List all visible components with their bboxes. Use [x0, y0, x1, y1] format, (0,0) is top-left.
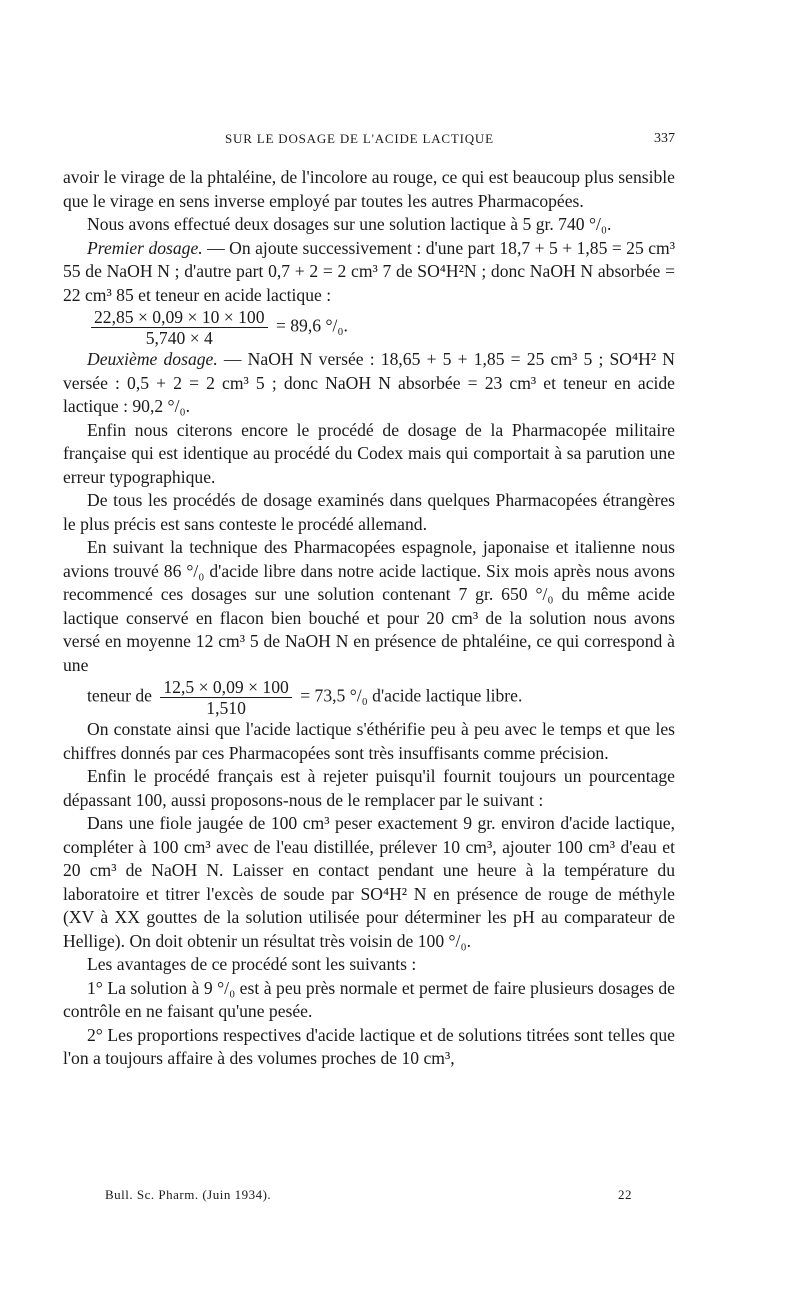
- body-text: [63, 166, 675, 1071]
- fraction-numerator: 22,85 × 0,09 × 10 × 100: [91, 307, 268, 328]
- paragraph: En suivant la technique des Pharmacopées espagnole, japonaise et italienne nous avions trouvé 86 °/₀ d'acide libre dans notre acide lactique. Six mois après nous avons recommencé ces dosages sur une solution contenant 7 gr. 650 °/₀ du même acide lactique conservé en flacon bien bouché et pour 20 cm³ de la solution nous avons versé en moyenne 12 cm³ 5 de NaOH N en présence de phtaléine, ce qui correspond à une: [63, 537, 675, 675]
- equation-result: = 89,6 °/₀.: [275, 315, 348, 336]
- paragraph: Enfin nous citerons encore le procédé de dosage de la Pharmacopée militaire française qui est identique au procédé du Codex mais qui comportait à sa parution une erreur typographique.: [63, 419, 675, 487]
- page-number: 337: [654, 131, 675, 146]
- paragraph: 1° La solution à 9 °/₀ est à peu près normale et permet de faire plusieurs dosages de contrôle en ne faisant qu'une pesée.: [63, 977, 675, 1021]
- fraction-denominator: 1,510: [206, 698, 246, 718]
- fraction: [160, 677, 291, 718]
- section-label: Deuxième dosage.: [87, 349, 218, 369]
- equation-result: = 73,5 °/₀ d'acide lactique libre.: [300, 685, 523, 706]
- paragraph: De tous les procédés de dosage examinés dans quelques Pharmacopées étrangères le plus précis est sans conteste le procédé allemand.: [63, 490, 675, 534]
- equation: [63, 307, 675, 348]
- paragraph: Les avantages de ce procédé sont les suivants :: [87, 954, 417, 974]
- paragraph-text: — On ajoute successivement : d'une part 18,7 + 5 + 1,85 = 25 cm³ 55 de NaOH N ; d'autre part 0,7 + 2 = 2 cm³ 7 de SO⁴H²N ; donc NaOH N absorbée = 22 cm³ 85 et teneur en acide lactique :: [63, 237, 675, 305]
- paragraph: [63, 237, 675, 308]
- running-title: SUR LE DOSAGE DE L'ACIDE LACTIQUE: [225, 131, 494, 146]
- journal-citation: Bull. Sc. Pharm. (Juin 1934).: [105, 1187, 272, 1202]
- paragraph: [63, 348, 675, 419]
- fraction-numerator: 12,5 × 0,09 × 100: [160, 677, 291, 698]
- fraction-denominator: 5,740 × 4: [145, 328, 213, 348]
- paragraph: avoir le virage de la phtaléine, de l'incolore au rouge, ce qui est beaucoup plus sensible que le virage en sens inverse employé par toutes les autres Pharmacopées.: [63, 167, 675, 211]
- fraction: [91, 307, 268, 348]
- paragraph: On constate ainsi que l'acide lactique s'éthérifie peu à peu avec le temps et que les chiffres donnés par ces Pharmacopées sont très insuffisants comme précision.: [63, 719, 675, 763]
- section-label: Premier dosage.: [87, 237, 203, 258]
- paragraph-text: — NaOH N versée : 18,65 + 5 + 1,85 = 25 cm³ 5 ; SO⁴H² N versée : 0,5 + 2 = 2 cm³ 5 ; donc NaOH N absorbée = 23 cm³ et teneur en acide lactique : 90,2 °/₀.: [63, 349, 675, 416]
- equation-prefix: teneur de: [87, 685, 152, 706]
- signature-mark: 22: [618, 1187, 632, 1202]
- paragraph: Enfin le procédé français est à rejeter puisqu'il fournit toujours un pourcentage dépassant 100, aussi proposons-nous de le remplacer par le suivant :: [63, 766, 675, 810]
- paragraph: 2° Les proportions respectives d'acide lactique et de solutions titrées sont telles que l'on a toujours affaire à des volumes proches de 10 cm³,: [63, 1024, 675, 1068]
- page-footer: [105, 1187, 632, 1203]
- paragraph: Nous avons effectué deux dosages sur une solution lactique à 5 gr. 740 °/₀.: [87, 214, 612, 234]
- equation: [63, 677, 675, 718]
- paragraph: Dans une fiole jaugée de 100 cm³ peser exactement 9 gr. environ d'acide lactique, compléter à 100 cm³ avec de l'eau distillée, prélever 10 cm³, ajouter 100 cm³ d'eau et 20 cm³ de NaOH N. Laisser en contact pendant une heure à la température du laboratoire et titrer l'excès de soude par SO⁴H² N en présence de rouge de méthyle (XV à XX gouttes de la solution utilisée pour déterminer les pH au comparateur de Hellige). On doit obtenir un résultat très voisin de 100 °/₀.: [63, 813, 675, 951]
